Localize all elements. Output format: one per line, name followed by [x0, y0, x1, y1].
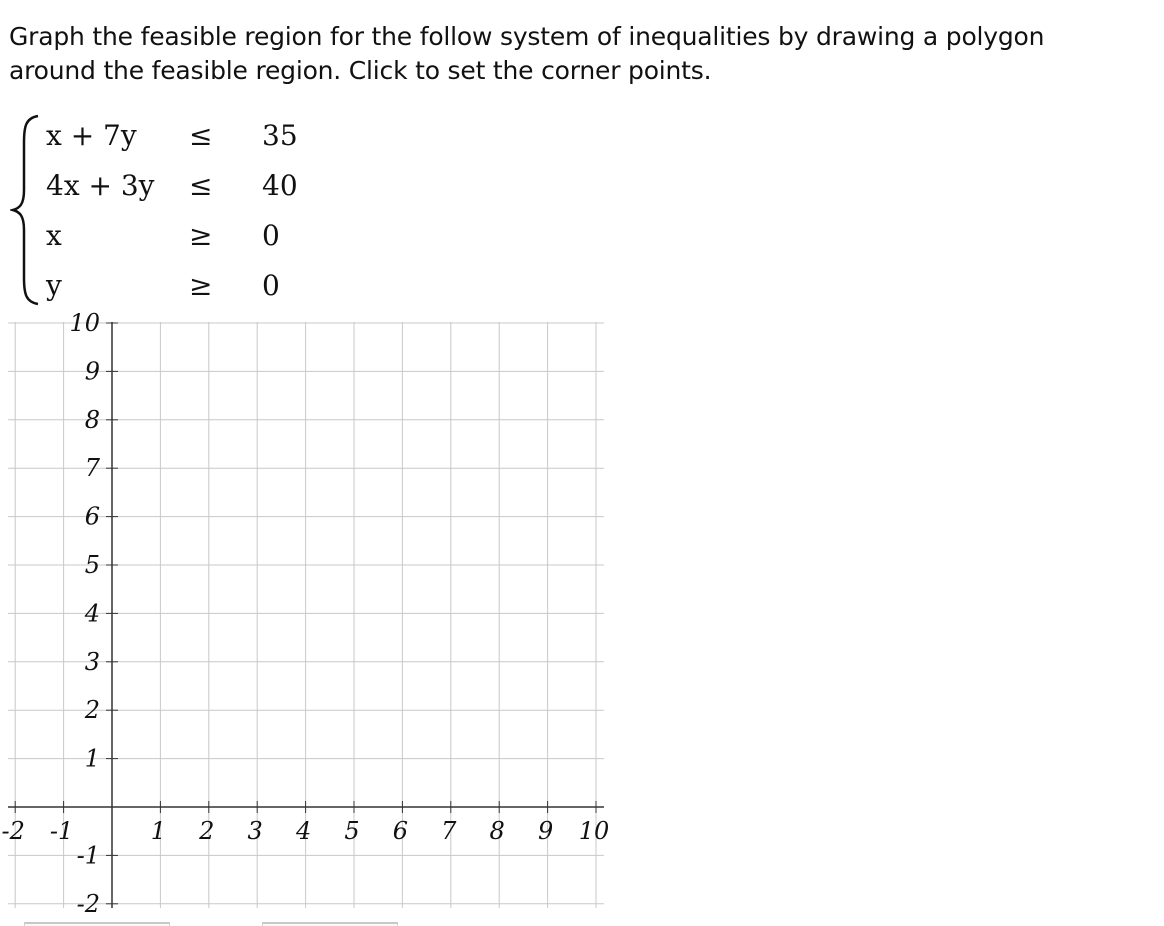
inequality-rhs: 0 — [262, 269, 280, 302]
inequality-lhs: x + 7y — [46, 119, 137, 152]
inequality-row — [46, 266, 316, 306]
prompt-line-2: around the feasible region. Click to set the corner points. — [9, 56, 712, 85]
prompt-line-1: Graph the feasible region for the follow system of inequalities by drawing a polygon — [9, 22, 1045, 51]
question-prompt — [9, 20, 1149, 88]
clear-button[interactable] — [24, 922, 170, 926]
x-tick-label: 4 — [295, 817, 312, 845]
inequality-relation: ≤ — [189, 119, 213, 152]
inequality-system — [10, 112, 310, 308]
y-tick-label: 1 — [84, 744, 100, 773]
inequality-lhs: y — [46, 269, 62, 302]
y-tick-label: -2 — [76, 889, 100, 918]
inequality-rhs: 40 — [262, 169, 298, 202]
inequality-rhs: 0 — [262, 219, 280, 252]
x-tick-label: 10 — [578, 817, 610, 845]
y-tick-label: 4 — [84, 599, 100, 628]
left-brace-icon — [10, 112, 42, 308]
inequality-relation: ≥ — [189, 269, 213, 302]
x-tick-label: 2 — [199, 817, 215, 845]
inequality-row — [46, 116, 316, 156]
polygon-graph-canvas[interactable] — [0, 310, 620, 922]
y-tick-label: -1 — [76, 841, 100, 870]
x-tick-label: 1 — [150, 817, 167, 845]
x-tick-label: 3 — [247, 817, 263, 845]
inequality-row — [46, 166, 316, 206]
x-tick-label: 8 — [489, 817, 505, 845]
y-tick-label: 9 — [84, 357, 100, 386]
x-tick-label: 9 — [537, 817, 554, 845]
x-tick-label: -1 — [49, 817, 74, 845]
y-tick-label: 10 — [69, 310, 100, 337]
inequality-lhs: x — [46, 219, 62, 252]
undo-button[interactable] — [262, 922, 398, 926]
y-tick-label: 7 — [84, 454, 100, 483]
inequality-lhs: 4x + 3y — [46, 169, 155, 202]
y-tick-label: 6 — [84, 502, 100, 531]
x-tick-label: 6 — [392, 817, 409, 845]
inequality-relation: ≥ — [189, 219, 213, 252]
inequality-relation: ≤ — [189, 169, 213, 202]
x-tick-label: 5 — [344, 817, 360, 845]
inequality-row — [46, 216, 316, 256]
y-tick-label: 3 — [84, 647, 100, 676]
x-tick-label: 7 — [441, 817, 457, 845]
y-tick-label: 2 — [84, 696, 100, 725]
inequality-rhs: 35 — [262, 119, 298, 152]
y-tick-label: 8 — [84, 405, 100, 434]
x-tick-label: -2 — [1, 817, 25, 845]
y-tick-label: 5 — [84, 551, 100, 579]
